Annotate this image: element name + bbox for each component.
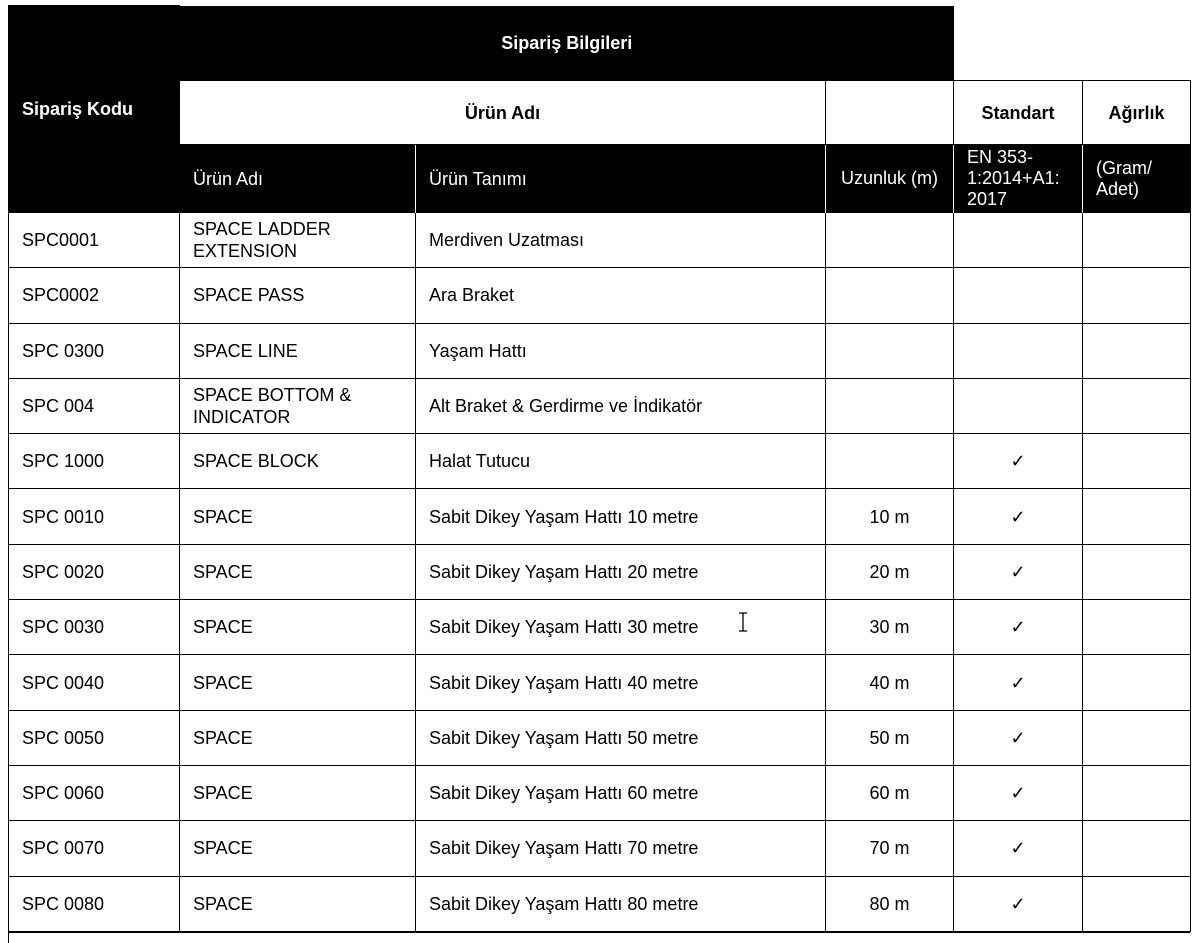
length-cell	[826, 434, 954, 489]
product-name-cell: SPACE	[180, 765, 416, 820]
order-code-cell: SPC 0080	[9, 876, 180, 931]
table-row	[9, 489, 1191, 544]
table-row	[9, 434, 1191, 489]
header-product-name-group: Ürün Adı	[180, 81, 826, 145]
header-length-blank	[826, 81, 954, 145]
weight-cell	[1083, 434, 1191, 489]
product-name-cell: SPACE BOTTOM & INDICATOR	[180, 378, 416, 433]
product-description-cell: Alt Braket & Gerdirme ve İndikatör	[416, 378, 826, 433]
length-cell: 50 m	[826, 710, 954, 765]
order-code-cell: SPC0001	[9, 213, 180, 268]
length-cell	[826, 268, 954, 323]
length-cell: 30 m	[826, 600, 954, 655]
weight-cell	[1083, 213, 1191, 268]
weight-cell	[1083, 544, 1191, 599]
weight-cell	[1083, 710, 1191, 765]
standard-cell	[954, 378, 1083, 433]
length-cell	[826, 378, 954, 433]
standard-cell	[954, 268, 1083, 323]
table-row	[9, 323, 1191, 378]
weight-cell	[1083, 323, 1191, 378]
standard-cell: ✓	[954, 821, 1083, 876]
header-standard-code: EN 353-1:2014+A1: 2017	[954, 145, 1083, 213]
table-row	[9, 876, 1191, 931]
table-row	[9, 378, 1191, 433]
weight-cell	[1083, 876, 1191, 931]
standard-cell: ✓	[954, 710, 1083, 765]
product-name-cell: SPACE	[180, 710, 416, 765]
order-code-cell: SPC 004	[9, 378, 180, 433]
header-weight-unit: (Gram/ Adet)	[1083, 145, 1191, 213]
standard-cell	[954, 213, 1083, 268]
length-cell: 20 m	[826, 544, 954, 599]
product-description-cell: Sabit Dikey Yaşam Hattı 80 metre	[416, 876, 826, 931]
product-description-cell: Sabit Dikey Yaşam Hattı 20 metre	[416, 544, 826, 599]
product-description-cell: Sabit Dikey Yaşam Hattı 40 metre	[416, 655, 826, 710]
table-row	[9, 544, 1191, 599]
length-cell: 60 m	[826, 765, 954, 820]
order-code-cell: SPC 0070	[9, 821, 180, 876]
order-table	[8, 5, 1191, 932]
length-cell	[826, 323, 954, 378]
product-description-cell: Sabit Dikey Yaşam Hattı 10 metre	[416, 489, 826, 544]
weight-cell	[1083, 655, 1191, 710]
header-standard: Standart	[954, 81, 1083, 145]
standard-cell	[954, 323, 1083, 378]
standard-cell: ✓	[954, 655, 1083, 710]
product-description-cell: Halat Tutucu	[416, 434, 826, 489]
product-name-cell: SPACE	[180, 600, 416, 655]
order-code-cell: SPC 0300	[9, 323, 180, 378]
header-blank	[954, 6, 1191, 81]
standard-cell: ✓	[954, 600, 1083, 655]
order-table-container	[8, 5, 1191, 932]
order-code-cell: SPC 0020	[9, 544, 180, 599]
table-bottom-line	[8, 932, 1190, 933]
standard-cell: ✓	[954, 544, 1083, 599]
weight-cell	[1083, 378, 1191, 433]
standard-cell: ✓	[954, 876, 1083, 931]
order-code-cell: SPC 0030	[9, 600, 180, 655]
order-code-cell: SPC 1000	[9, 434, 180, 489]
weight-cell	[1083, 765, 1191, 820]
header-product-name: Ürün Adı	[180, 145, 416, 213]
length-cell: 80 m	[826, 876, 954, 931]
standard-cell: ✓	[954, 489, 1083, 544]
header-product-description: Ürün Tanımı	[416, 145, 826, 213]
product-name-cell: SPACE LINE	[180, 323, 416, 378]
product-name-cell: SPACE PASS	[180, 268, 416, 323]
order-code-cell: SPC 0060	[9, 765, 180, 820]
product-description-cell: Sabit Dikey Yaşam Hattı 70 metre	[416, 821, 826, 876]
header-length: Uzunluk (m)	[826, 145, 954, 213]
table-row	[9, 268, 1191, 323]
header-weight: Ağırlık	[1083, 81, 1191, 145]
length-cell: 10 m	[826, 489, 954, 544]
header-group-title: Sipariş Bilgileri	[180, 6, 954, 81]
order-code-cell: SPC 0040	[9, 655, 180, 710]
product-description-cell: Merdiven Uzatması	[416, 213, 826, 268]
product-name-cell: SPACE LADDER EXTENSION	[180, 213, 416, 268]
text-cursor-icon	[737, 612, 749, 632]
weight-cell	[1083, 821, 1191, 876]
weight-cell	[1083, 489, 1191, 544]
product-name-cell: SPACE	[180, 876, 416, 931]
product-name-cell: SPACE	[180, 655, 416, 710]
standard-cell: ✓	[954, 434, 1083, 489]
product-name-cell: SPACE BLOCK	[180, 434, 416, 489]
standard-cell: ✓	[954, 765, 1083, 820]
length-cell: 40 m	[826, 655, 954, 710]
table-row	[9, 821, 1191, 876]
order-code-cell: SPC 0010	[9, 489, 180, 544]
header-order-code: Sipariş Kodu	[9, 6, 180, 213]
product-name-cell: SPACE	[180, 544, 416, 599]
length-cell	[826, 213, 954, 268]
weight-cell	[1083, 268, 1191, 323]
order-code-cell: SPC 0050	[9, 710, 180, 765]
weight-cell	[1083, 600, 1191, 655]
table-row	[9, 710, 1191, 765]
table-row	[9, 213, 1191, 268]
order-code-cell: SPC0002	[9, 268, 180, 323]
table-bottom-edge	[8, 932, 9, 943]
product-name-cell: SPACE	[180, 821, 416, 876]
table-row	[9, 655, 1191, 710]
product-description-cell: Sabit Dikey Yaşam Hattı 60 metre	[416, 765, 826, 820]
table-row	[9, 765, 1191, 820]
product-description-cell: Sabit Dikey Yaşam Hattı 30 metre	[416, 600, 826, 655]
table-row	[9, 600, 1191, 655]
product-name-cell: SPACE	[180, 489, 416, 544]
product-description-cell: Ara Braket	[416, 268, 826, 323]
length-cell: 70 m	[826, 821, 954, 876]
product-description-cell: Yaşam Hattı	[416, 323, 826, 378]
product-description-cell: Sabit Dikey Yaşam Hattı 50 metre	[416, 710, 826, 765]
